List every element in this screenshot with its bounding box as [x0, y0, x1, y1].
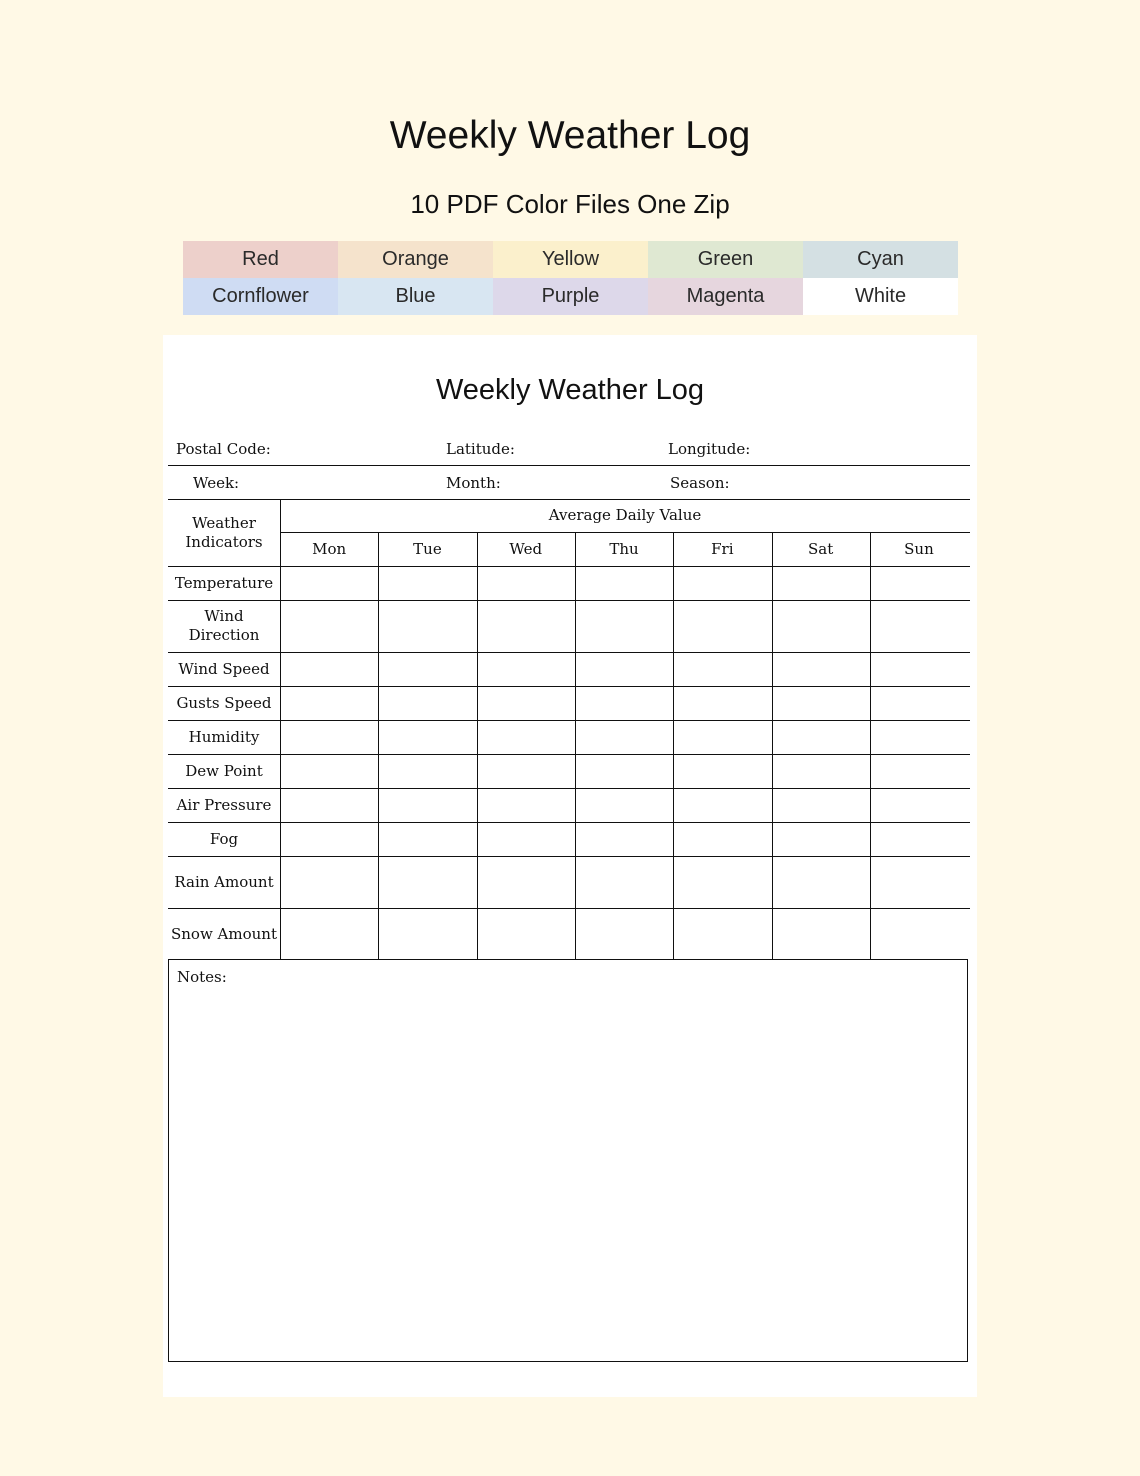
- month-label: Month:: [446, 474, 501, 492]
- column-divider: [673, 532, 674, 960]
- column-divider: [575, 532, 576, 960]
- day-header-sat: Sat: [808, 539, 834, 558]
- day-header-fri: Fri: [711, 539, 734, 558]
- value-cell-wed[interactable]: [477, 652, 575, 686]
- value-cell-mon[interactable]: [280, 566, 378, 600]
- value-cell-thu[interactable]: [575, 600, 673, 652]
- value-cell-sun[interactable]: [870, 908, 968, 960]
- indicator-label: Temperature: [174, 573, 274, 592]
- value-cell-sun[interactable]: [870, 720, 968, 754]
- longitude-label: Longitude:: [668, 440, 751, 458]
- value-cell-tue[interactable]: [378, 754, 476, 788]
- value-cell-fri[interactable]: [673, 720, 771, 754]
- value-cell-sun[interactable]: [870, 686, 968, 720]
- value-cell-sat[interactable]: [772, 754, 870, 788]
- day-header-tue: Tue: [413, 539, 442, 558]
- color-swatch-purple: Purple: [493, 278, 648, 315]
- value-cell-tue[interactable]: [378, 856, 476, 908]
- value-cell-wed[interactable]: [477, 566, 575, 600]
- value-cell-wed[interactable]: [477, 788, 575, 822]
- value-cell-sat[interactable]: [772, 600, 870, 652]
- value-cell-mon[interactable]: [280, 788, 378, 822]
- value-cell-sun[interactable]: [870, 652, 968, 686]
- indicator-label: Air Pressure: [176, 795, 272, 814]
- day-header-wed: Wed: [509, 539, 543, 558]
- value-cell-wed[interactable]: [477, 600, 575, 652]
- value-cell-sat[interactable]: [772, 686, 870, 720]
- season-label: Season:: [670, 474, 730, 492]
- notes-label: Notes:: [177, 968, 227, 986]
- value-cell-sat[interactable]: [772, 908, 870, 960]
- value-cell-wed[interactable]: [477, 720, 575, 754]
- notes-box[interactable]: [168, 959, 968, 1362]
- value-cell-fri[interactable]: [673, 566, 771, 600]
- value-cell-thu[interactable]: [575, 720, 673, 754]
- value-cell-wed[interactable]: [477, 686, 575, 720]
- color-swatch-white: White: [803, 278, 958, 315]
- value-cell-sun[interactable]: [870, 566, 968, 600]
- value-cell-wed[interactable]: [477, 908, 575, 960]
- week-label: Week:: [193, 474, 240, 492]
- value-cell-thu[interactable]: [575, 686, 673, 720]
- sheet-title: Weekly Weather Log: [435, 374, 705, 406]
- value-cell-tue[interactable]: [378, 686, 476, 720]
- value-cell-fri[interactable]: [673, 686, 771, 720]
- color-swatch-green: Green: [648, 241, 803, 278]
- indicator-label: Gusts Speed: [176, 693, 272, 712]
- value-cell-fri[interactable]: [673, 788, 771, 822]
- value-cell-sat[interactable]: [772, 856, 870, 908]
- value-cell-fri[interactable]: [673, 600, 771, 652]
- day-header-sun: Sun: [904, 539, 934, 558]
- value-cell-thu[interactable]: [575, 788, 673, 822]
- value-cell-mon[interactable]: [280, 720, 378, 754]
- indicator-label: Rain Amount: [174, 872, 274, 891]
- value-cell-sat[interactable]: [772, 566, 870, 600]
- value-cell-fri[interactable]: [673, 856, 771, 908]
- value-cell-thu[interactable]: [575, 566, 673, 600]
- value-cell-tue[interactable]: [378, 788, 476, 822]
- color-swatch-grid: [183, 241, 958, 315]
- indicator-label: Snow Amount: [170, 924, 277, 943]
- value-cell-sat[interactable]: [772, 652, 870, 686]
- color-swatch-orange: Orange: [338, 241, 493, 278]
- value-cell-tue[interactable]: [378, 566, 476, 600]
- value-cell-mon[interactable]: [280, 754, 378, 788]
- color-swatch-red: Red: [183, 241, 338, 278]
- average-daily-value-header: Average Daily Value: [548, 506, 702, 524]
- value-cell-tue[interactable]: [378, 652, 476, 686]
- indicator-label: Wind Direction: [188, 607, 260, 644]
- value-cell-thu[interactable]: [575, 908, 673, 960]
- value-cell-sun[interactable]: [870, 600, 968, 652]
- value-cell-mon[interactable]: [280, 686, 378, 720]
- color-swatch-blue: Blue: [338, 278, 493, 315]
- weather-indicators-header: Weather Indicators: [185, 513, 263, 551]
- value-cell-fri[interactable]: [673, 652, 771, 686]
- value-cell-sun[interactable]: [870, 822, 968, 856]
- value-cell-sat[interactable]: [772, 720, 870, 754]
- column-divider: [772, 532, 773, 960]
- color-swatch-cyan: Cyan: [803, 241, 958, 278]
- value-cell-fri[interactable]: [673, 822, 771, 856]
- value-cell-mon[interactable]: [280, 856, 378, 908]
- day-header-thu: Thu: [609, 539, 639, 558]
- value-cell-thu[interactable]: [575, 652, 673, 686]
- indicator-label: Humidity: [188, 727, 260, 746]
- divider: [168, 465, 970, 466]
- value-cell-thu[interactable]: [575, 822, 673, 856]
- value-cell-mon[interactable]: [280, 600, 378, 652]
- value-cell-sat[interactable]: [772, 788, 870, 822]
- indicator-label: Fog: [209, 829, 239, 848]
- color-swatch-cornflower: Cornflower: [183, 278, 338, 315]
- value-cell-thu[interactable]: [575, 754, 673, 788]
- indicator-label: Dew Point: [185, 761, 263, 780]
- page-title: Weekly Weather Log: [389, 114, 751, 157]
- page-subtitle: 10 PDF Color Files One Zip: [410, 189, 730, 219]
- value-cell-tue[interactable]: [378, 822, 476, 856]
- color-swatch-yellow: Yellow: [493, 241, 648, 278]
- column-divider: [870, 532, 871, 960]
- column-divider: [280, 499, 281, 960]
- column-divider: [477, 532, 478, 960]
- value-cell-thu[interactable]: [575, 856, 673, 908]
- value-cell-mon[interactable]: [280, 822, 378, 856]
- value-cell-mon[interactable]: [280, 652, 378, 686]
- day-header-mon: Mon: [312, 539, 347, 558]
- value-cell-tue[interactable]: [378, 720, 476, 754]
- value-cell-tue[interactable]: [378, 908, 476, 960]
- value-cell-fri[interactable]: [673, 908, 771, 960]
- value-cell-wed[interactable]: [477, 754, 575, 788]
- value-cell-fri[interactable]: [673, 754, 771, 788]
- value-cell-wed[interactable]: [477, 822, 575, 856]
- latitude-label: Latitude:: [446, 440, 515, 458]
- column-divider: [378, 532, 379, 960]
- indicator-label: Wind Speed: [178, 659, 270, 678]
- value-cell-mon[interactable]: [280, 908, 378, 960]
- value-cell-wed[interactable]: [477, 856, 575, 908]
- value-cell-sun[interactable]: [870, 856, 968, 908]
- value-cell-sat[interactable]: [772, 822, 870, 856]
- value-cell-sun[interactable]: [870, 788, 968, 822]
- postal-code-label: Postal Code:: [176, 440, 271, 458]
- value-cell-tue[interactable]: [378, 600, 476, 652]
- value-cell-sun[interactable]: [870, 754, 968, 788]
- color-swatch-magenta: Magenta: [648, 278, 803, 315]
